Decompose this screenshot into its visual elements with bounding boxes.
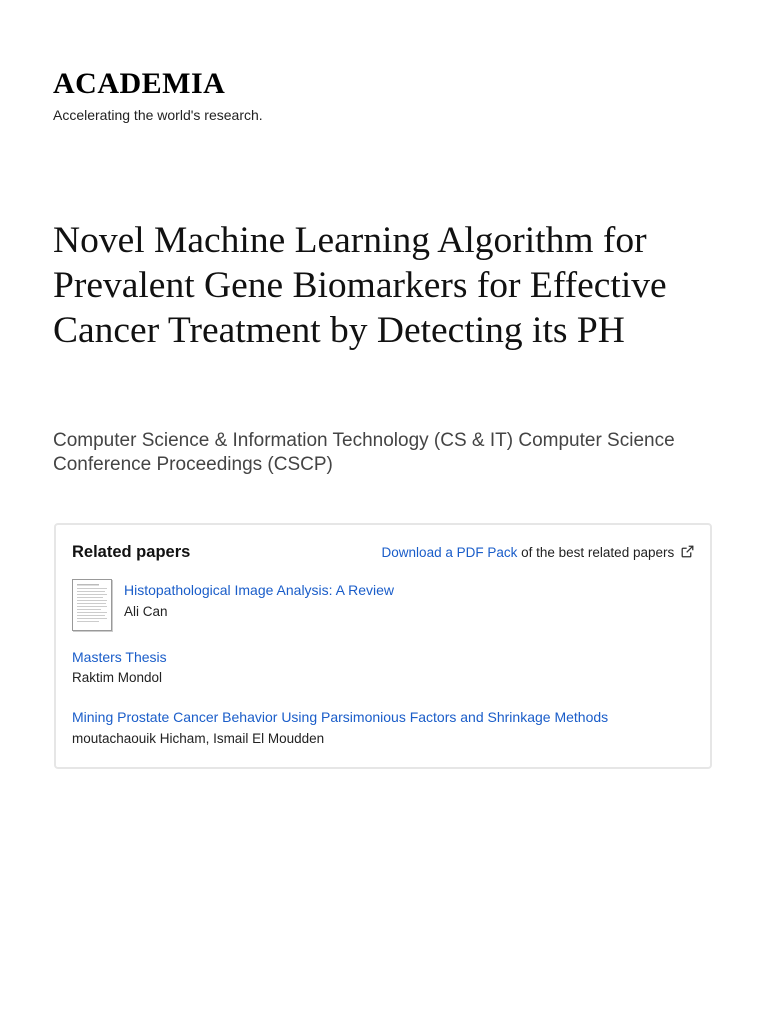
related-paper-title[interactable]: Masters Thesis bbox=[72, 649, 167, 665]
related-paper-authors: Ali Can bbox=[124, 604, 168, 619]
related-paper-title[interactable]: Mining Prostate Cancer Behavior Using Parsimonious Factors and Shrinkage Methods bbox=[72, 709, 609, 725]
related-paper-title[interactable]: Histopathological Image Analysis: A Review bbox=[124, 582, 395, 598]
document-venue: Computer Science & Information Technology (CS & IT) Computer Science Conference Proceedings (CSCP) bbox=[53, 430, 675, 475]
related-papers-card bbox=[54, 523, 712, 769]
pdf-pack-suffix: of the best related papers bbox=[521, 545, 675, 560]
tagline: Accelerating the world's research. bbox=[53, 107, 263, 123]
paper-thumbnail-icon[interactable] bbox=[72, 579, 112, 631]
related-paper-authors: Raktim Mondol bbox=[72, 670, 163, 685]
document-title: Novel Machine Learning Algorithm for Prevalent Gene Biomarkers for Effective Cancer Treatment by Detecting its PH bbox=[53, 220, 667, 351]
related-paper-authors: moutachaouik Hicham, Ismail El Moudden bbox=[72, 731, 325, 746]
download-pdf-pack-link[interactable]: Download a PDF Pack bbox=[381, 545, 518, 560]
related-papers-heading: Related papers bbox=[72, 543, 191, 561]
pdf-pack-row bbox=[382, 544, 694, 562]
academia-logo[interactable]: ACADEMIA bbox=[53, 67, 226, 100]
external-link-icon[interactable] bbox=[681, 545, 694, 558]
